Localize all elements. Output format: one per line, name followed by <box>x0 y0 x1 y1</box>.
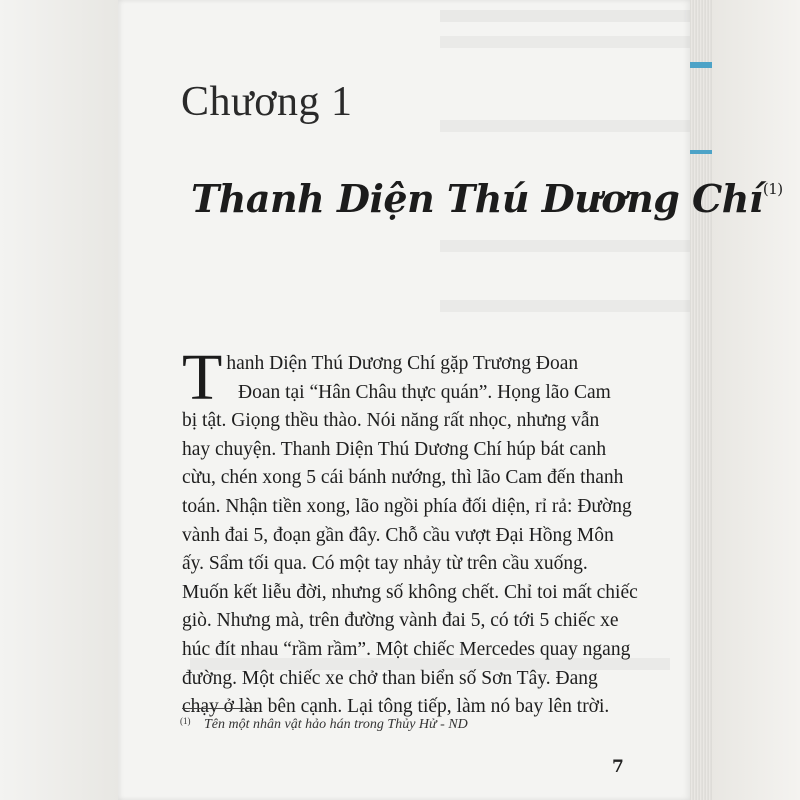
page-stack-edge <box>690 0 712 800</box>
body-line: bị tật. Giọng thều thào. Nói năng rất nhọc, nhưng vẫn <box>182 410 600 432</box>
blue-page-marker <box>690 62 712 68</box>
body-line: chạy ở làn bên cạnh. Lại tông tiếp, làm nó bay lên trời. <box>182 696 610 718</box>
bleed-through <box>440 240 690 252</box>
background-left <box>0 0 118 800</box>
body-line: Đoan tại “Hân Châu thực quán”. Họng lão Cam <box>238 381 611 403</box>
body-line: hay chuyện. Thanh Diện Thú Dương Chí húp bát canh <box>182 438 607 460</box>
bleed-through <box>440 10 690 22</box>
footnote-reference: (1) <box>762 180 783 198</box>
body-line: ấy. Sẩm tối qua. Có một tay nhảy từ trên cầu xuống. <box>182 553 588 575</box>
bleed-through <box>440 36 690 48</box>
body-line: Muốn kết liễu đời, nhưng số không chết. Chỉ toi mất chiếc <box>182 581 638 603</box>
body-line: cừu, chén xong 5 cái bánh nướng, thì lão Cam đến thanh <box>182 467 624 489</box>
footnote-divider <box>182 708 258 709</box>
body-paragraph <box>182 341 688 722</box>
footnote-mark: (1) <box>180 716 191 726</box>
blue-page-marker <box>690 150 712 154</box>
footnote <box>180 716 468 733</box>
body-line: vành đai 5, đoạn gần đây. Chỗ cầu vượt Đại Hồng Môn <box>182 524 614 546</box>
chapter-title-text: Thanh Diện Thú Dương Chí <box>191 176 763 221</box>
drop-cap: T <box>182 341 223 414</box>
chapter-heading: Chương 1 <box>181 79 353 125</box>
body-line: giò. Nhưng mà, trên đường vành đai 5, có tới 5 chiếc xe <box>182 610 619 632</box>
footnote-text: Tên một nhân vật hảo hán trong Thủy Hử - ND <box>204 717 468 732</box>
body-line: đường. Một chiếc xe chở than biển số Sơn Tây. Đang <box>182 667 598 689</box>
body-line: húc đít nhau “rầm rầm”. Một chiếc Mercedes quay ngang <box>182 638 631 660</box>
page-number: 7 <box>612 757 624 777</box>
bleed-through <box>440 300 690 312</box>
bleed-through <box>440 120 690 132</box>
chapter-title <box>191 176 783 221</box>
body-line: hanh Diện Thú Dương Chí gặp Trương Đoan <box>226 353 579 374</box>
body-line: toán. Nhận tiền xong, lão ngồi phía đối diện, rỉ rả: Đường <box>182 495 632 517</box>
